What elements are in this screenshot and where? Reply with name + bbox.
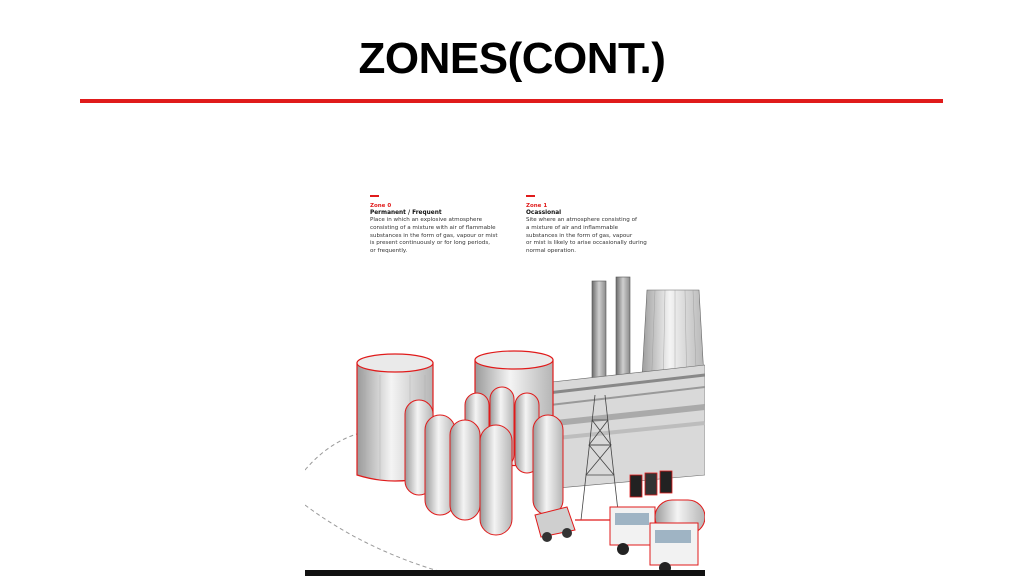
zone-0-line: consisting of a mixture with air of flammable	[370, 224, 496, 231]
slide-title: ZONES(CONT.)	[358, 34, 666, 83]
zone-boundary-dashed	[305, 505, 445, 573]
zone-1-line: normal operation.	[526, 248, 577, 255]
zone-0-line: or frequently.	[370, 248, 408, 255]
zone-1-label: Zone 1	[526, 202, 548, 209]
zone-1-marker	[526, 195, 535, 197]
zone-0-text	[370, 217, 510, 256]
tanker-trucks	[610, 500, 705, 573]
zone-1-line: or mist is likely to arise occasionally during	[526, 240, 647, 247]
barrels	[630, 471, 672, 497]
pressure-vessels	[405, 387, 563, 535]
zone-0-line: substances in the form of gas, vapour or mist	[370, 232, 498, 239]
zone-0-line: Place in which an explosive atmosphere	[370, 217, 483, 223]
zone-1-line: Site where an atmosphere consisting of	[526, 217, 638, 223]
zone-0-marker	[370, 195, 379, 197]
zone-1-text	[526, 217, 666, 256]
industrial-plant-illustration	[305, 275, 705, 573]
zone-0-subtitle: Permanent / Frequent	[370, 209, 442, 216]
title-underline	[80, 99, 943, 103]
zone-1-line: substances in the form of gas, vapour	[526, 232, 633, 239]
figure-bottom-edge	[305, 570, 705, 576]
zone-0-line: is present continuously or for long periods,	[370, 240, 491, 247]
zone-0-label: Zone 0	[370, 202, 392, 209]
zone-1-line: a mixture of air and inflammable	[526, 224, 619, 231]
zone-0-description	[370, 195, 510, 256]
zone-1-subtitle: Ocassional	[526, 209, 562, 216]
zone-1-description	[526, 195, 666, 256]
hazard-zones-figure	[305, 185, 705, 573]
